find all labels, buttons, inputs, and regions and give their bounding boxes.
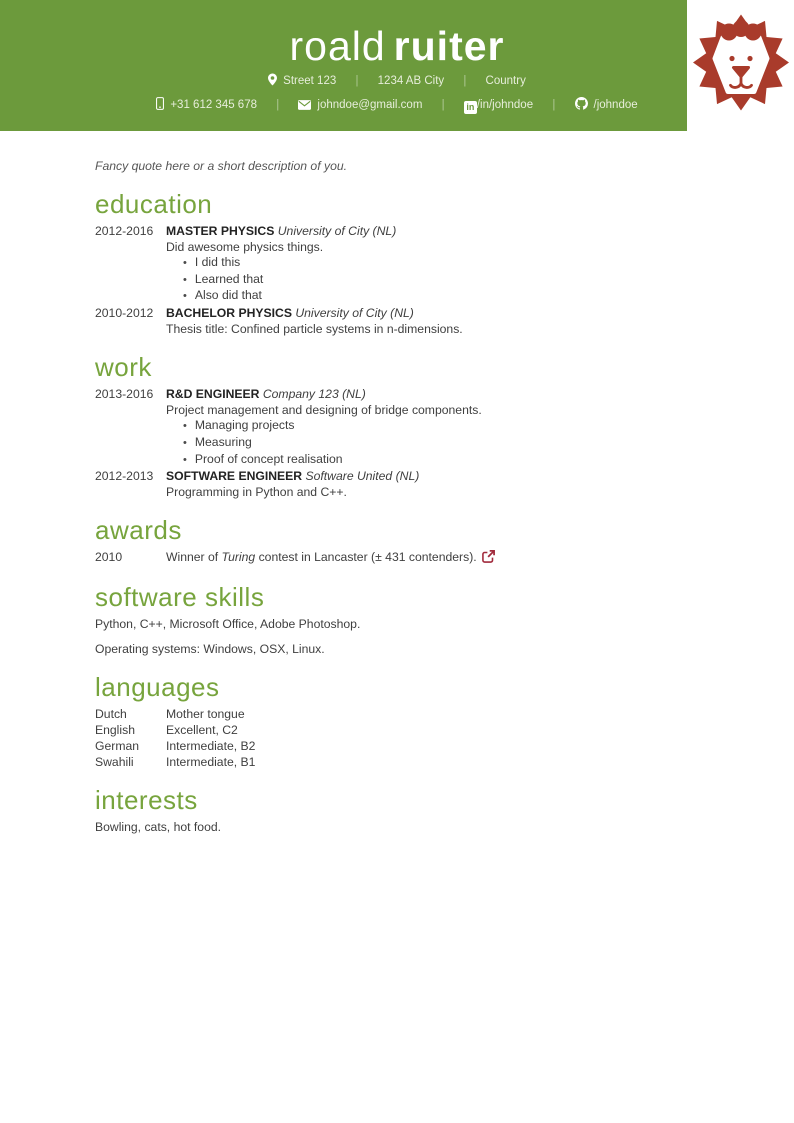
entry-org: University of City (NL) [277,224,397,238]
entry-dates: 2012-2016 [95,224,154,238]
entry-bullets [166,418,699,468]
section-title-software-skills: software skills [95,582,265,613]
lion-logo [691,11,791,114]
separator: | [276,99,280,111]
phone-text: +31 612 345 678 [170,99,257,111]
github-icon [575,97,588,116]
bullet-item: • Learned that [183,272,699,289]
skills-line: Python, C++, Microsoft Office, Adobe Photoshop. [95,617,361,632]
quote-text: Fancy quote here or a short description of you. [95,159,348,173]
entry-role: R&D ENGINEER [166,387,260,402]
language-row [95,722,699,738]
street-text: Street 123 [283,75,337,87]
github-item[interactable] [575,99,638,111]
language-level: Intermediate, B2 [166,739,256,754]
bullet-item: • Also did that [183,288,699,305]
entry-org: Software United (NL) [305,469,420,484]
mobile-phone-icon [156,97,164,116]
section-title-education: education [95,189,213,219]
bullet-item: • Proof of concept realisation [183,452,699,469]
entry-body [166,468,699,500]
linkedin-square-icon: in [464,101,477,114]
entry-dates: 2013-2016 [95,387,154,402]
separator: | [355,75,359,87]
envelope-icon [298,99,311,116]
section-title-awards: awards [95,515,182,546]
section-title-work: work [95,352,152,383]
award-text: contest in Lancaster (± 431 contenders). [255,550,477,565]
entry-body [166,386,699,468]
language-level: Excellent, C2 [166,723,238,738]
street-item [268,75,339,87]
bullet-item: • Managing projects [183,418,699,435]
entry-title-line [166,386,699,402]
header-content [0,0,794,116]
entry-org: University of City (NL) [295,306,414,321]
bullet-item: • Measuring [183,435,699,452]
education-entry [95,223,699,305]
entry-body [166,223,699,305]
entry-role: BACHELOR PHYSICS [166,306,292,321]
award-text-italic: Turing [221,550,256,565]
external-link-icon[interactable] [482,550,495,567]
resume-body [0,158,794,835]
address-line [0,73,794,92]
last-name: ruiter [393,23,505,69]
section-title-interests: interests [95,785,198,816]
phone-item [156,99,260,111]
entry-dates: 2010-2012 [95,306,154,321]
spacer [95,632,699,640]
award-entry [95,549,699,567]
entry-desc: Project management and designing of bridge components. [166,403,482,418]
map-marker-icon [268,73,277,92]
linkedin-item[interactable] [464,99,536,111]
entry-role: SOFTWARE ENGINEER [166,469,303,484]
language-level: Mother tongue [166,707,245,722]
language-row [95,738,699,754]
header [0,0,794,131]
work-entry [95,468,699,500]
first-name: roald [289,23,386,69]
language-name: German [95,739,140,754]
bullet-item: • I did this [183,255,699,272]
entry-body [166,305,699,337]
entry-title-line [166,223,699,239]
person-name [0,24,794,68]
entry-role: MASTER PHYSICS [166,224,275,238]
entry-title-line [166,468,699,484]
separator: | [552,99,556,111]
interests-text: Bowling, cats, hot food. [95,820,222,835]
entry-title-line [166,305,699,321]
skills-line: Operating systems: Windows, OSX, Linux. [95,642,325,657]
entry-body [166,549,699,567]
email-item[interactable] [298,99,425,111]
language-name: Dutch [95,707,127,722]
entry-desc: Programming in Python and C++. [166,485,347,500]
section-title-languages: languages [95,672,220,703]
work-entry [95,386,699,468]
logo-box [687,0,794,131]
language-row [95,706,699,722]
entry-desc: Thesis title: Confined particle systems in n-dimensions. [166,322,463,337]
email-text[interactable]: johndoe@gmail.com [317,99,423,111]
city-text: 1234 AB City [377,75,445,87]
separator: | [463,75,467,87]
entry-desc: Did awesome physics things. [166,240,324,254]
contact-line [0,97,794,116]
github-text[interactable]: /johndoe [593,99,638,111]
language-row [95,754,699,770]
language-level: Intermediate, B1 [166,755,256,770]
language-name: English [95,723,135,738]
linkedin-text[interactable]: /in/johndoe [476,99,534,111]
separator: | [441,99,445,111]
entry-dates: 2012-2013 [95,469,154,484]
entry-bullets [166,255,699,305]
award-text: Winner of [166,550,222,565]
entry-dates: 2010 [95,550,123,565]
entry-org: Company 123 (NL) [262,387,366,402]
education-entry [95,305,699,337]
country-text: Country [485,75,526,87]
language-name: Swahili [95,755,134,770]
